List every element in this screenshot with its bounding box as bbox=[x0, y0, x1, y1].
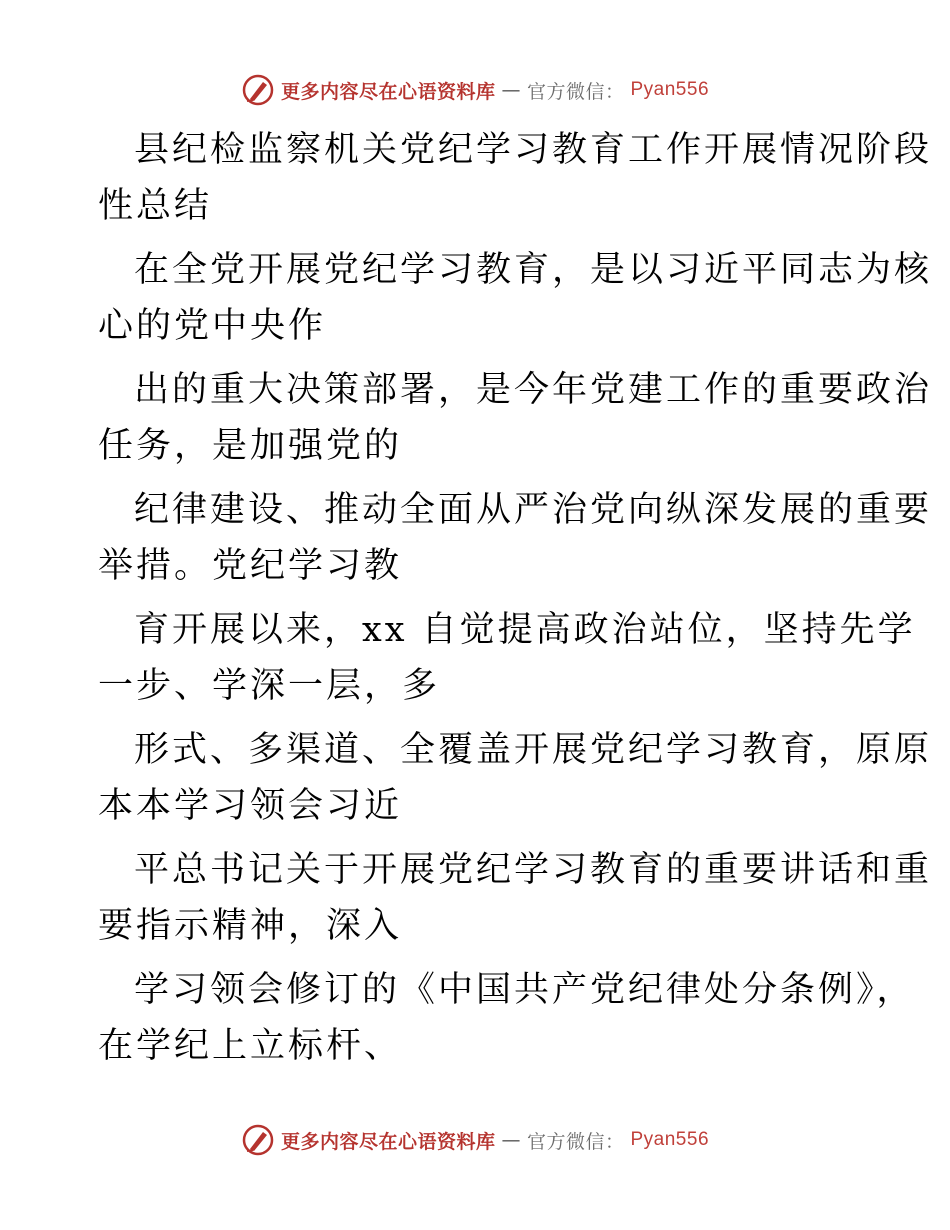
text-line: 一步、学深一层，多 bbox=[98, 666, 441, 706]
text-line: 本本学习领会习近 bbox=[98, 786, 403, 826]
text-line: 学习领会修订的《中国共产党纪律处分条例》， bbox=[134, 970, 915, 1010]
text-line: 形式、多渠道、全覆盖开展党纪学习教育，原原 bbox=[134, 730, 933, 770]
watermark-official-label: 官方微信： bbox=[526, 1130, 625, 1153]
header-watermark bbox=[0, 72, 950, 108]
text-line: 出的重大决策部署，是今年党建工作的重要政治 bbox=[134, 370, 933, 410]
text-line: 心的党中央作 bbox=[98, 306, 327, 346]
footer-watermark bbox=[0, 1122, 950, 1158]
text-line: 任务，是加强党的 bbox=[98, 426, 403, 466]
watermark-dash: — bbox=[501, 79, 521, 101]
watermark-official-label: 官方微信： bbox=[526, 80, 625, 103]
text-line: 在学纪上立标杆、 bbox=[98, 1026, 403, 1066]
text-line: 育开展以来，xx 自觉提高政治站位，坚持先学 bbox=[134, 610, 916, 650]
text-line: 要指示精神，深入 bbox=[98, 906, 403, 946]
watermark-wechat-id: Pyan556 bbox=[630, 79, 710, 100]
text-line: 县纪检监察机关党纪学习教育工作开展情况阶段 bbox=[134, 130, 933, 170]
watermark-main-text: 更多内容尽在心语资料库 bbox=[280, 1130, 496, 1153]
quill-pen-circle-icon bbox=[241, 1123, 275, 1157]
text-line: 平总书记关于开展党纪学习教育的重要讲话和重 bbox=[134, 850, 933, 890]
text-line: 举措。党纪学习教 bbox=[98, 546, 403, 586]
text-line: 在全党开展党纪学习教育，是以习近平同志为核 bbox=[134, 250, 933, 290]
watermark-wechat-id: Pyan556 bbox=[630, 1129, 710, 1150]
quill-pen-circle-icon bbox=[241, 73, 275, 107]
text-line: 性总结 bbox=[98, 186, 213, 226]
watermark-dash: — bbox=[501, 1129, 521, 1151]
text-line: 纪律建设、推动全面从严治党向纵深发展的重要 bbox=[134, 490, 933, 530]
watermark-main-text: 更多内容尽在心语资料库 bbox=[280, 80, 496, 103]
